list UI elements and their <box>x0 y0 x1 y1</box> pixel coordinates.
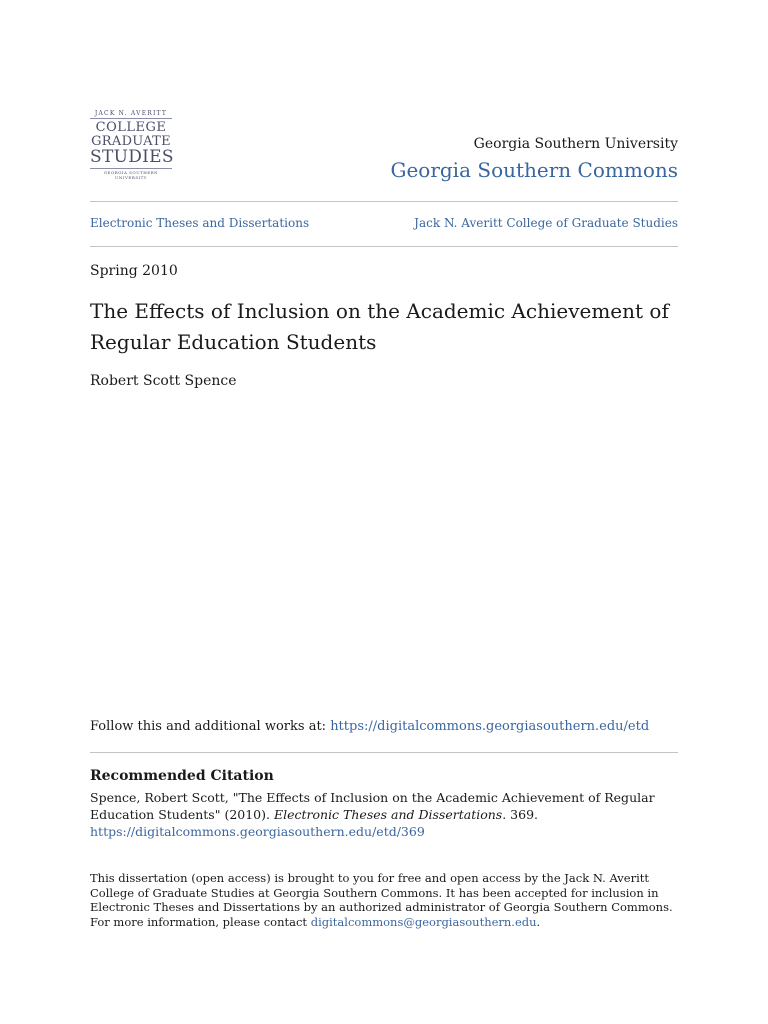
notice-text: This dissertation (open access) is brought to you for free and open access by the Jack N. Averitt College of Graduate Studies at Georgia Southern Commons. It has been accepted for inclusion in Electronic Theses and Dissertations by an authorized administrator of Georgia Southern Commons. For more information, please contact <box>90 871 673 929</box>
etd-link[interactable]: https://digitalcommons.georgiasouthern.edu/etd <box>330 719 650 734</box>
citation-heading: Recommended Citation <box>90 768 274 784</box>
logo-line-5: GEORGIA SOUTHERN UNIVERSITY <box>90 168 172 180</box>
citation-journal: Electronic Theses and Dissertations <box>273 807 503 822</box>
divider <box>90 201 678 202</box>
author-name: Robert Scott Spence <box>90 373 237 389</box>
citation-text: Spence, Robert Scott, "The Effects of Inclusion on the Academic Achievement of Regular Education Students" (2010). <box>90 790 655 822</box>
commons-link[interactable]: Georgia Southern Commons <box>390 158 678 182</box>
citation-number: . 369. <box>502 807 538 822</box>
citation-url-link[interactable]: https://digitalcommons.georgiasouthern.edu/etd/369 <box>90 824 425 839</box>
logo-line-4: STUDIES <box>90 147 174 167</box>
follow-line <box>90 719 649 734</box>
logo-line-2: COLLEGE <box>95 120 167 135</box>
logo-line-1: JACK N. AVERITT <box>90 110 172 119</box>
university-name: Georgia Southern University <box>473 136 678 152</box>
notice-end: . <box>536 914 541 929</box>
citation-body <box>90 789 690 840</box>
page-title: The Effects of Inclusion on the Academic Achievement of Regular Education Students <box>90 299 669 354</box>
breadcrumb <box>90 216 678 230</box>
divider <box>90 752 678 753</box>
follow-prefix: Follow this and additional works at: <box>90 719 331 734</box>
access-notice <box>90 871 690 929</box>
logo-line-3: GRADUATE <box>91 134 171 149</box>
college-link[interactable]: Jack N. Averitt College of Graduate Studies <box>414 216 678 230</box>
publication-date: Spring 2010 <box>90 263 178 279</box>
divider <box>90 246 678 247</box>
collection-link[interactable]: Electronic Theses and Dissertations <box>90 216 310 230</box>
college-logo <box>90 110 172 180</box>
contact-email-link[interactable]: digitalcommons@georgiasouthern.edu <box>310 914 537 929</box>
